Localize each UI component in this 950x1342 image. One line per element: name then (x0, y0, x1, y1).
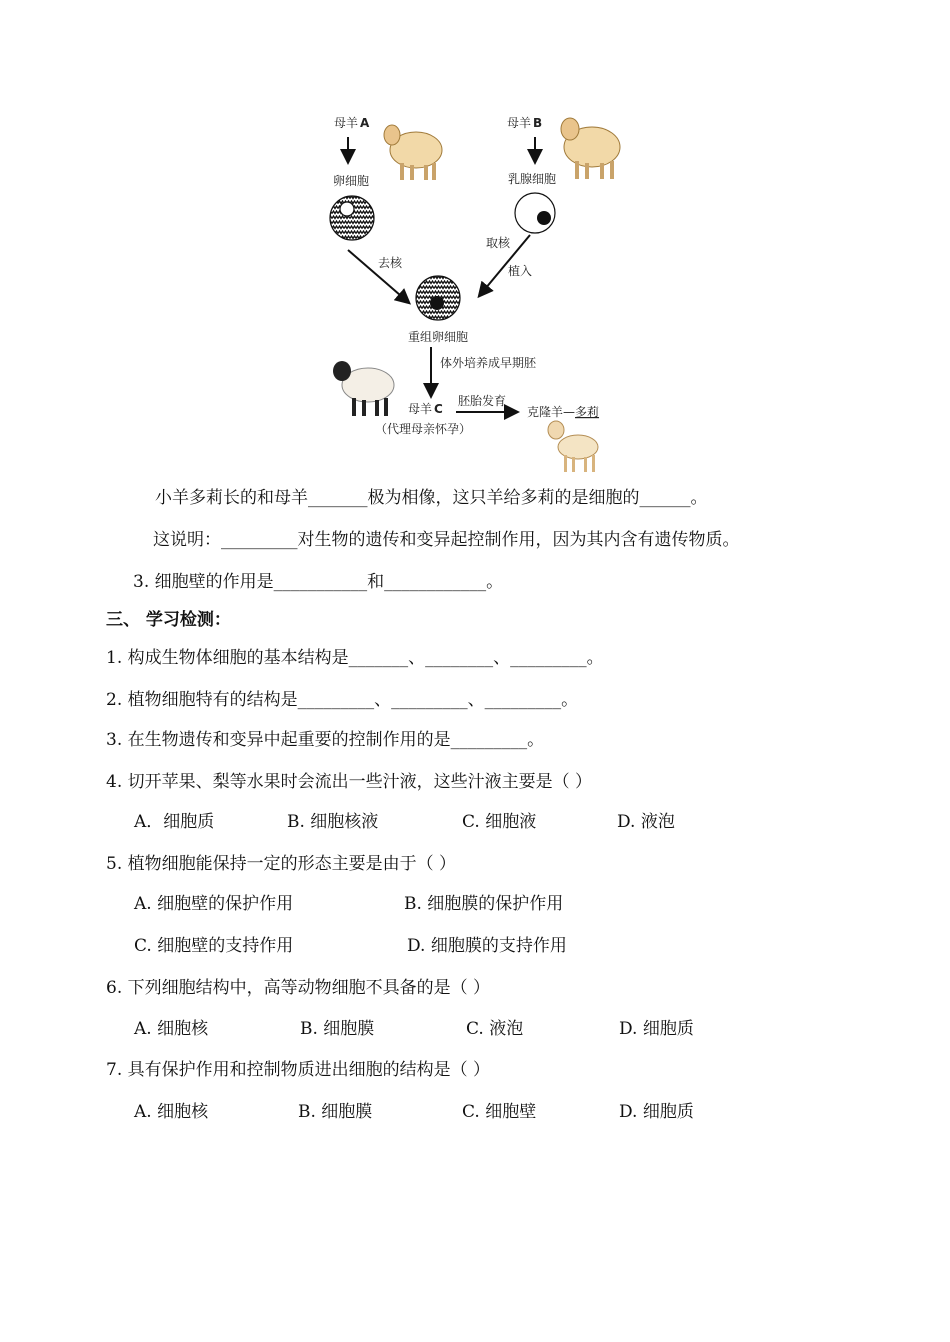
q4-option-a[interactable]: A．细胞质 (134, 812, 215, 832)
cell-wall-function-line: 3. 细胞壁的作用是___________和____________。 (133, 572, 504, 592)
mammary-nucleus-icon (537, 211, 551, 225)
question-4: 4. 切开苹果、梨等水果时会流出一些汁液，这些汁液主要是（ ） (106, 772, 593, 792)
q6-option-d[interactable]: D. 细胞质 (619, 1019, 694, 1039)
surrogate-label: （代理母亲怀孕） (375, 422, 472, 436)
question-6: 6. 下列细胞结构中，高等动物细胞不具备的是（ ） (106, 978, 491, 998)
mother-a-label: 母羊 A (334, 116, 370, 130)
recombined-nucleus-icon (430, 296, 444, 310)
explanation-line: 这说明：_________对生物的遗传和变异起控制作用，因为其内含有遗传物质。 (153, 530, 740, 550)
question-3: 3. 在生物遗传和变异中起重要的控制作用的是_________。 (106, 730, 545, 750)
q5-option-d[interactable]: D. 细胞膜的支持作用 (407, 936, 567, 956)
egg-cell-label: 卵细胞 (333, 174, 370, 188)
q4-option-b[interactable]: B. 细胞核液 (287, 812, 379, 832)
dolly-resemblance-line: 小羊多莉长的和母羊_______极为相像，这只羊给多莉的是细胞的______。 (155, 488, 708, 508)
mother-c-label: 母羊 C (408, 402, 443, 416)
cloning-diagram (320, 105, 650, 480)
question-7: 7. 具有保护作用和控制物质进出细胞的结构是（ ） (106, 1060, 491, 1080)
q5-option-a[interactable]: A. 细胞壁的保护作用 (134, 894, 294, 914)
implant-label: 植入 (508, 264, 533, 278)
sheep-b-icon (561, 118, 620, 179)
egg-nucleus-icon (340, 202, 354, 216)
q6-option-b[interactable]: B. 细胞膜 (300, 1019, 375, 1039)
question-2: 2. 植物细胞特有的结构是_________、_________、_________。 (106, 690, 579, 710)
clone-label: 克隆羊—多莉 (527, 405, 600, 419)
section-heading: 三、 学习检测： (106, 610, 231, 630)
q6-option-c[interactable]: C. 液泡 (466, 1019, 524, 1039)
q5-option-b[interactable]: B. 细胞膜的保护作用 (404, 894, 564, 914)
cloning-diagram-svg (320, 105, 650, 480)
q4-option-c[interactable]: C. 细胞液 (462, 812, 537, 832)
mammary-cell-icon (515, 193, 555, 233)
q4-option-d[interactable]: D. 液泡 (617, 812, 675, 832)
egg-cell-icon (330, 196, 374, 240)
question-1: 1. 构成生物体细胞的基本结构是_______、________、_________。 (106, 648, 604, 668)
q7-option-c[interactable]: C. 细胞壁 (462, 1102, 537, 1122)
recombined-egg-label: 重组卵细胞 (408, 330, 469, 344)
mother-b-label: 母羊 B (507, 116, 543, 130)
embryo-dev-label: 胚胎发育 (458, 394, 507, 408)
question-5: 5. 植物细胞能保持一定的形态主要是由于（ ） (106, 854, 457, 874)
q7-option-d[interactable]: D. 细胞质 (619, 1102, 694, 1122)
take-nucleus-label: 取核 (486, 236, 511, 250)
culture-label: 体外培养成早期胚 (440, 356, 537, 370)
q7-option-a[interactable]: A. 细胞核 (134, 1102, 209, 1122)
sheep-a-icon (384, 125, 442, 180)
q7-option-b[interactable]: B. 细胞膜 (298, 1102, 373, 1122)
q6-option-a[interactable]: A. 细胞核 (134, 1019, 209, 1039)
lamb-dolly-icon (548, 421, 598, 472)
remove-nucleus-label: 去核 (378, 256, 403, 270)
mammary-cell-label: 乳腺细胞 (508, 172, 557, 186)
sheep-c-icon (333, 361, 394, 416)
q5-option-c[interactable]: C. 细胞壁的支持作用 (134, 936, 294, 956)
